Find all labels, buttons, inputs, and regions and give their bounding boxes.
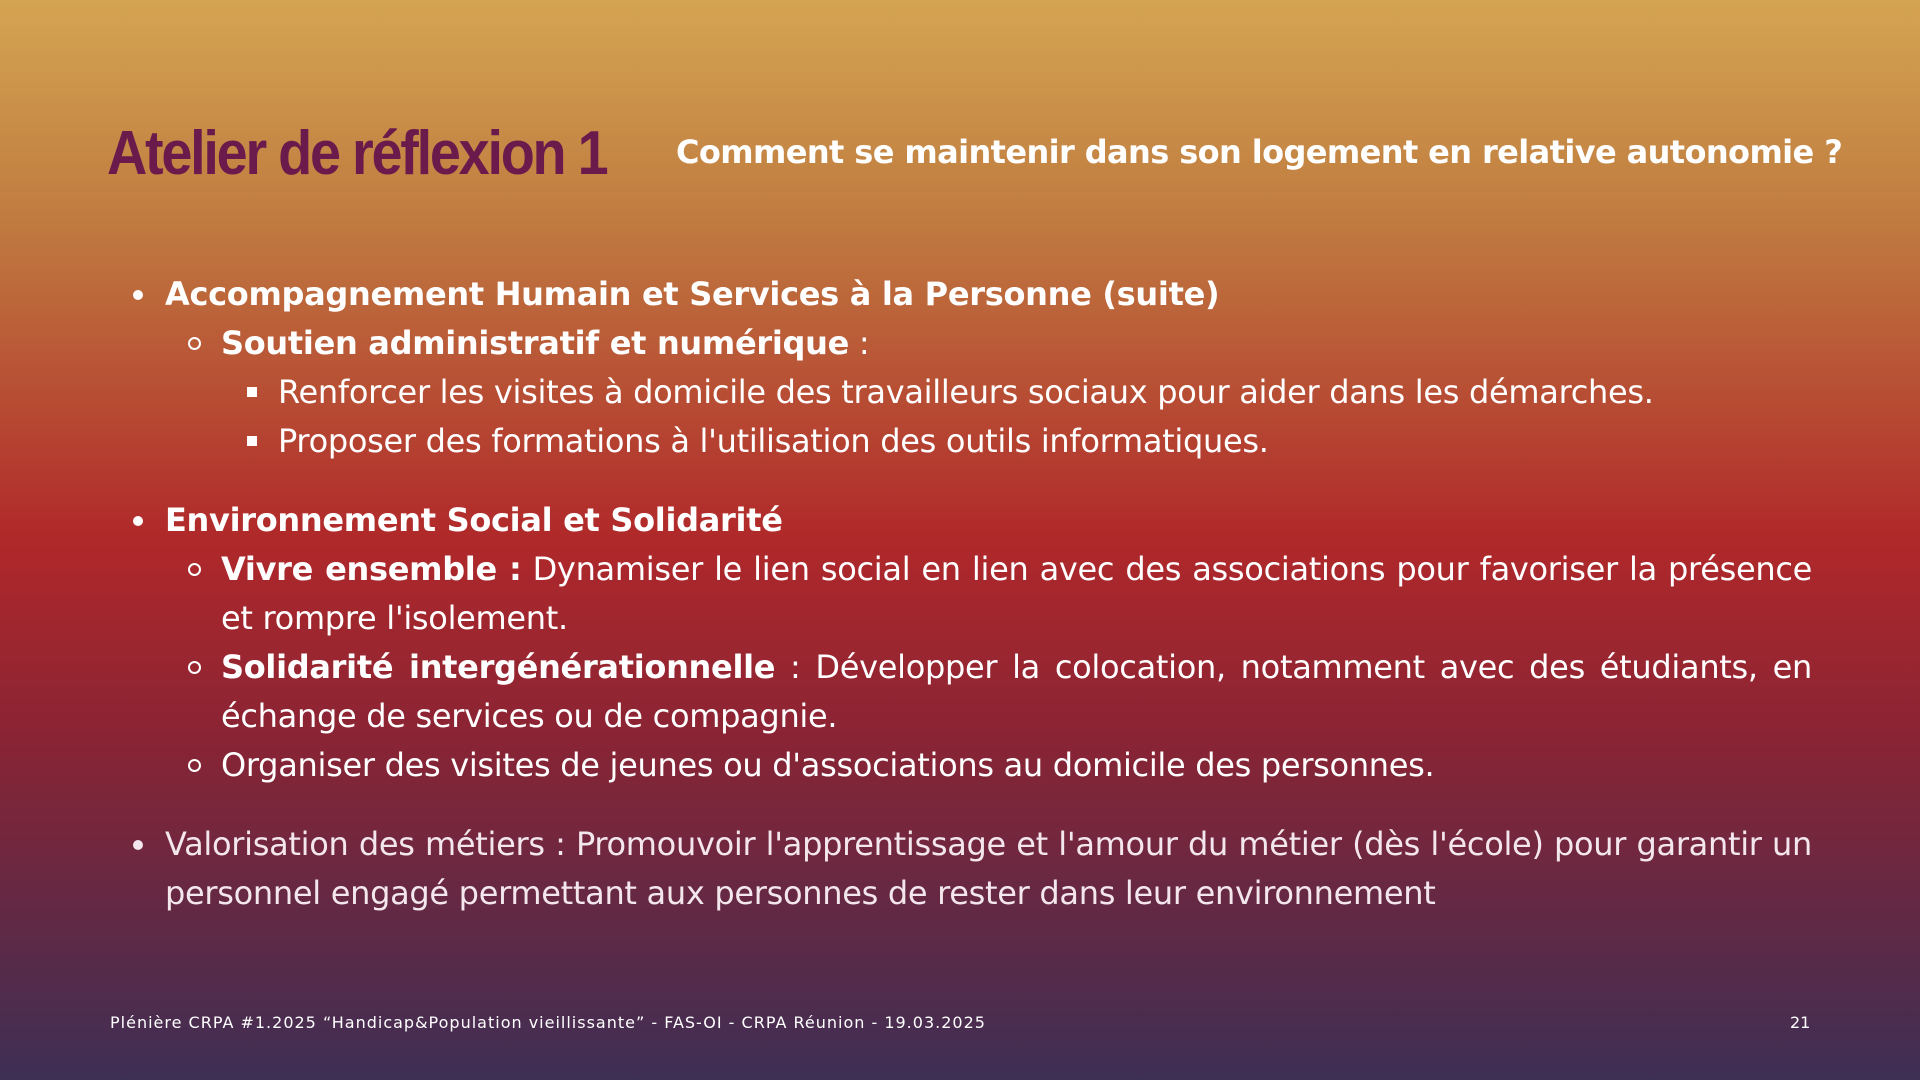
footer: Plénière CRPA #1.2025 “Handicap&Population vieillissante” - FAS-OI - CRPA Réunion - 19.03.2025 [110, 1013, 986, 1032]
page-subtitle: Comment se maintenir dans son logement en relative autonomie ? [676, 133, 1843, 171]
list-item: Renforcer les visites à domicile des travailleurs sociaux pour aider dans les démarches. [243, 368, 1812, 417]
sub-bullet-solidarite [186, 643, 1812, 741]
sub-bullet-suffix: : [849, 324, 870, 362]
page-title: Atelier de réflexion 1 [107, 119, 607, 188]
sub-bullet-text: : Développer la colocation, notamment avec des étudiants, en échange de services ou de compagnie. [221, 648, 1812, 735]
sub-bullet-label: Solidarité intergénérationnelle [221, 648, 776, 686]
bullet-environnement: Environnement Social et Solidarité [130, 496, 1812, 545]
bullet-accompagnement: Accompagnement Humain et Services à la Personne (suite) [130, 270, 1812, 319]
sub-bullet-label: Soutien administratif et numérique [221, 324, 850, 362]
sub-bullet-vivre-ensemble [186, 545, 1812, 643]
sub-bullet-soutien [186, 319, 1812, 368]
sub-bullet-text: Dynamiser le lien social en lien avec des associations pour favoriser la présence et rompre l'isolement. [221, 550, 1812, 637]
sub-bullet-label: Vivre ensemble : [221, 550, 522, 588]
sub-bullet-text: Organiser des visites de jeunes ou d'associations au domicile des personnes. [221, 746, 1435, 784]
list-item: Proposer des formations à l'utilisation des outils informatiques. [243, 417, 1812, 466]
page-number: 21 [1790, 1013, 1811, 1032]
sub-bullet-visites [186, 741, 1812, 790]
slide-content [130, 270, 1812, 918]
bullet-valorisation: Valorisation des métiers : Promouvoir l'apprentissage et l'amour du métier (dès l'école) pour garantir un personnel engagé permettant aux personnes de rester dans leur environnement [130, 820, 1812, 918]
